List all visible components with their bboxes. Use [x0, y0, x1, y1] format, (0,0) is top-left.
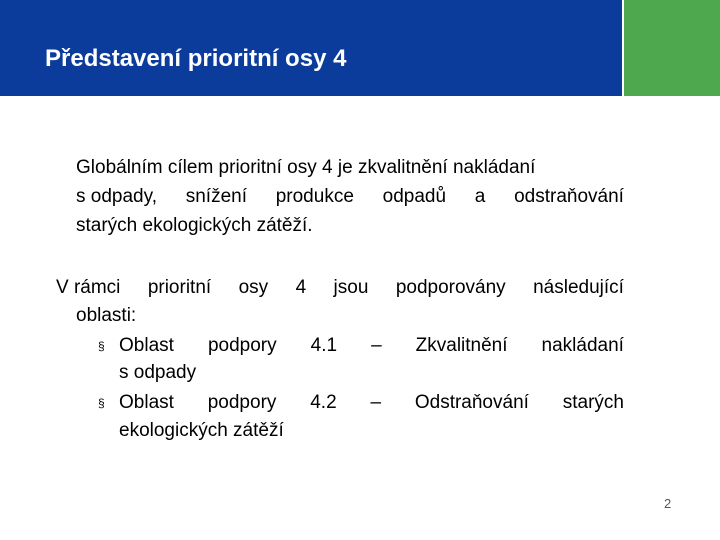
bullet-word: Oblast	[119, 392, 174, 413]
bullet-word: nakládaní	[541, 335, 624, 356]
scope-word: 4	[295, 277, 307, 298]
intro-word: snížení	[185, 186, 247, 207]
intro-line-2	[76, 183, 624, 211]
scope-word: V rámci	[56, 277, 121, 298]
scope-word: prioritní	[147, 277, 212, 298]
bullet-1-line-2: s odpady	[119, 362, 197, 383]
bullet-word: starých	[562, 392, 624, 413]
bullet-word: Zkvalitnění	[415, 335, 508, 356]
page-number: 2	[664, 496, 672, 511]
bullet-word: –	[370, 392, 382, 413]
intro-line-3: starých ekologických zátěží.	[76, 215, 313, 236]
scope-word: osy	[238, 277, 269, 298]
intro-line-1: Globálním cílem prioritní osy 4 je zkvalitnění nakládaní	[76, 157, 536, 178]
bullet-2-line-2: ekologických zátěží	[119, 420, 284, 441]
scope-word: podporovány	[395, 277, 506, 298]
bullet-word: Odstraňování	[414, 392, 529, 413]
bullet-1-line-1	[119, 332, 624, 360]
scope-word: jsou	[333, 277, 369, 298]
intro-word: produkce	[275, 186, 354, 207]
bullet-word: Oblast	[119, 335, 174, 356]
intro-word: s odpady,	[76, 186, 157, 207]
intro-word: odpadů	[382, 186, 447, 207]
bullet-word: –	[371, 335, 382, 356]
scope-word: následující	[533, 277, 624, 298]
bullet-word: 4.2	[310, 392, 337, 413]
bullet-word: podpory	[207, 392, 277, 413]
scope-line-2: oblasti:	[76, 305, 137, 326]
bullet-word: 4.1	[310, 335, 338, 356]
bullet-2-line-1	[119, 389, 624, 417]
intro-word: a	[474, 186, 486, 207]
bullet-marker: §	[98, 339, 105, 353]
scope-line-1	[56, 274, 624, 302]
bullet-marker: §	[98, 396, 105, 410]
title-bar-accent	[624, 0, 720, 96]
slide-title: Představení prioritní osy 4	[45, 45, 347, 72]
intro-word: odstraňování	[514, 186, 624, 207]
bullet-word: podpory	[207, 335, 277, 356]
